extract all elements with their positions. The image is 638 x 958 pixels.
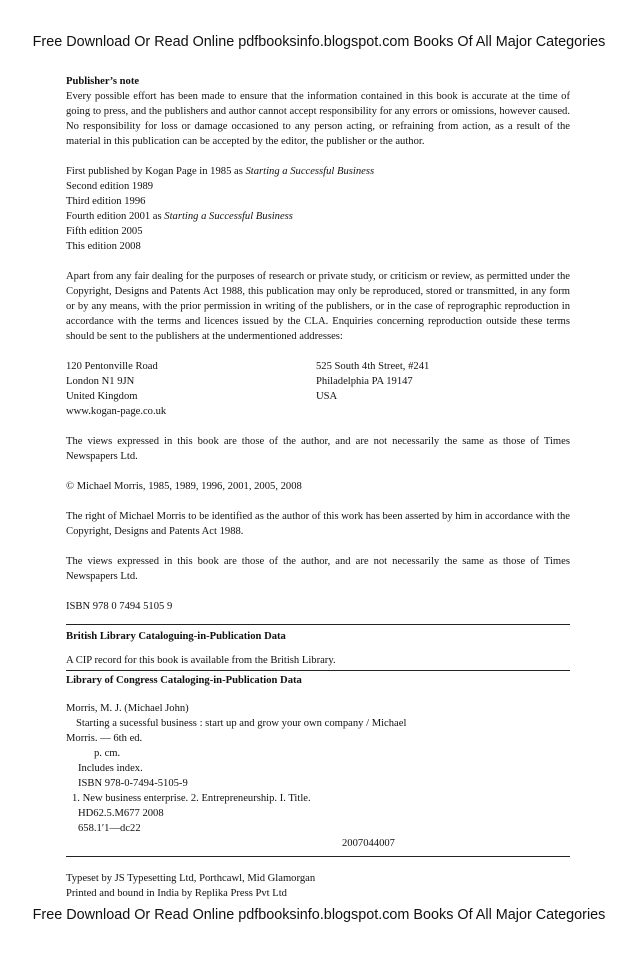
header-banner: Free Download Or Read Online pdfbooksinfo.blogspot.com Books Of All Major Categories (32, 34, 606, 50)
cip-title-continued: Morris. — 6th ed. (66, 733, 143, 744)
address-line: 120 Pentonville Road (66, 361, 158, 372)
views-disclaimer: The views expressed in this book are those of the author, and are not necessarily the same as those of Times Newspapers Ltd. (66, 556, 570, 582)
first-edition-line: First published by Kogan Page in 1985 as Starting a Successful Business (66, 166, 375, 177)
us-address (316, 359, 570, 419)
views-disclaimer: The views expressed in this book are those of the author, and are not necessarily the same as those of Times Newspapers Ltd. (66, 436, 570, 462)
second-edition-line: Second edition 1989 (66, 181, 154, 192)
publishers-note-body: Every possible effort has been made to ensure that the information contained in this book is accurate at the time of going to press, and the publishers and author cannot accept responsibility for any errors or omissions, however caused. No responsibility for loss or damage occasioned to any person acting, or refraining from action, as a result of the material in this publication can be accepted by the editor, the publisher or the author. (66, 91, 570, 147)
fourth-edition-line: Fourth edition 2001 as Starting a Successful Business (66, 211, 293, 222)
british-library-heading: British Library Cataloguing-in-Publication Data (66, 631, 286, 642)
cip-record (66, 701, 570, 851)
book-title: Starting a Successful Business (164, 211, 293, 222)
footer-banner: Free Download Or Read Online pdfbooksinfo.blogspot.com Books Of All Major Categories (32, 907, 606, 923)
publishers-note-heading: Publisher’s note (66, 76, 140, 87)
cip-lc-class: HD62.5.M677 2008 (78, 808, 164, 819)
loc-heading: Library of Congress Cataloging-in-Publication Data (66, 675, 302, 686)
cip-control-number: 2007044007 (342, 838, 395, 849)
british-library-text: A CIP record for this book is available from the British Library. (66, 655, 336, 666)
this-edition-line: This edition 2008 (66, 241, 141, 252)
address-line: Philadelphia PA 19147 (316, 376, 413, 387)
copyright-notice: Apart from any fair dealing for the purposes of research or private study, or criticism or review, as permitted under the Copyright, Designs and Patents Act 1988, this publication may only be reproduced, stored or transmitted, in any form or by any means, with the prior permission in writing of the publishers, or in the case of reprographic reproduction in accordance with the terms and licences issued by the CLA. Enquiries concerning reproduction outside these terms should be sent to the publishers at the undermentioned addresses: (66, 271, 570, 342)
address-line: London N1 9JN (66, 376, 135, 387)
address-line: United Kingdom (66, 391, 138, 402)
cip-pages: p. cm. (94, 748, 121, 759)
website-link[interactable]: www.kogan-page.co.uk (66, 406, 167, 417)
copyright-page (66, 74, 570, 901)
cip-author: Morris, M. J. (Michael John) (66, 703, 189, 714)
moral-rights-statement: The right of Michael Morris to be identified as the author of this work has been asserted by him in accordance with the Copyright, Designs and Patents Act 1988. (66, 511, 570, 537)
address-line: 525 South 4th Street, #241 (316, 361, 430, 372)
cip-title: Starting a sucessful business : start up and grow your own company / Michael (76, 718, 407, 729)
fifth-edition-line: Fifth edition 2005 (66, 226, 143, 237)
cip-subjects: 1. New business enterprise. 2. Entrepreneurship. I. Title. (72, 793, 311, 804)
address-line: USA (316, 391, 338, 402)
cip-isbn: ISBN 978-0-7494-5105-9 (78, 778, 188, 789)
typeset-credit: Typeset by JS Typesetting Ltd, Porthcawl, Mid Glamorgan (66, 873, 316, 884)
isbn-line: ISBN 978 0 7494 5105 9 (66, 601, 173, 612)
third-edition-line: Third edition 1996 (66, 196, 146, 207)
book-title: Starting a Successful Business (245, 166, 375, 177)
cip-dewey-class: 658.1′1—dc22 (78, 823, 141, 834)
edition-history (66, 164, 570, 254)
uk-address (66, 359, 316, 419)
cip-includes: Includes index. (78, 763, 143, 774)
printer-credit: Printed and bound in India by Replika Press Pvt Ltd (66, 888, 287, 899)
publisher-addresses (66, 359, 570, 419)
copyright-line: © Michael Morris, 1985, 1989, 1996, 2001, 2005, 2008 (66, 481, 302, 492)
